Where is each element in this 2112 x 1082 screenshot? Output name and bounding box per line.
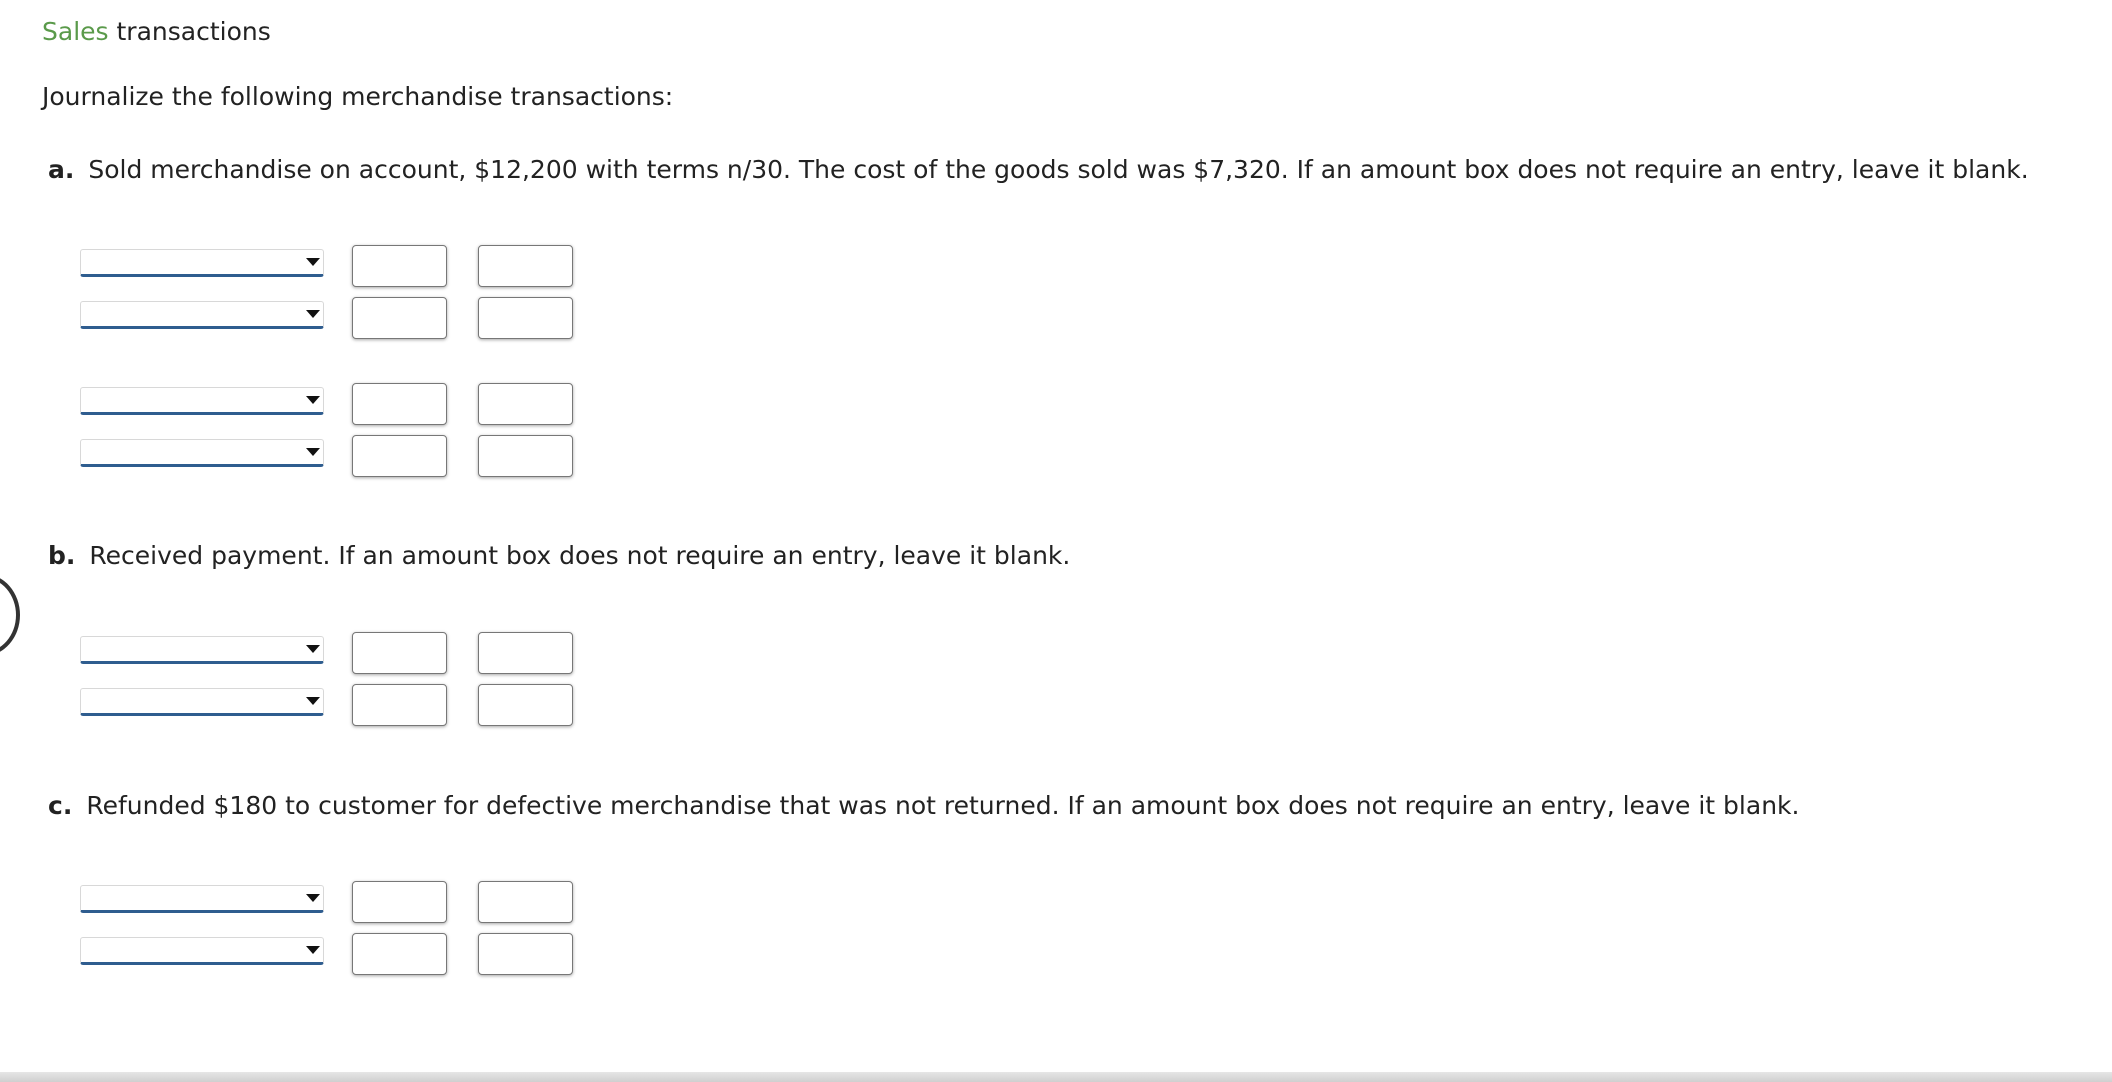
entry-row-c-2 xyxy=(80,933,580,977)
debit-amount-input[interactable] xyxy=(352,933,447,975)
bottom-divider xyxy=(0,1072,2112,1082)
account-dropdown[interactable] xyxy=(80,937,324,965)
question-a xyxy=(48,154,2029,186)
account-dropdown[interactable] xyxy=(80,885,324,913)
account-dropdown[interactable] xyxy=(80,636,324,664)
question-b xyxy=(48,540,1070,572)
account-dropdown[interactable] xyxy=(80,688,324,716)
debit-amount-input[interactable] xyxy=(352,435,447,477)
title-rest: transactions xyxy=(108,17,271,46)
question-letter: c. xyxy=(48,791,73,820)
entry-row-b-1 xyxy=(80,632,580,676)
credit-amount-input[interactable] xyxy=(478,881,573,923)
page-title xyxy=(42,16,271,48)
credit-amount-input[interactable] xyxy=(478,245,573,287)
entry-row-b-2 xyxy=(80,684,580,728)
debit-amount-input[interactable] xyxy=(352,383,447,425)
entry-row-a-2 xyxy=(80,297,580,341)
credit-amount-input[interactable] xyxy=(478,297,573,339)
chevron-down-icon xyxy=(306,894,320,902)
account-dropdown[interactable] xyxy=(80,301,324,329)
credit-amount-input[interactable] xyxy=(478,933,573,975)
debit-amount-input[interactable] xyxy=(352,881,447,923)
debit-amount-input[interactable] xyxy=(352,632,447,674)
question-text: Refunded $180 to customer for defective merchandise that was not returned. If an amount box does not require an entry, leave it blank. xyxy=(86,791,1800,820)
question-text: Received payment. If an amount box does not require an entry, leave it blank. xyxy=(89,541,1071,570)
entry-row-a-1 xyxy=(80,245,580,289)
title-accent-word: Sales xyxy=(42,17,109,46)
credit-amount-input[interactable] xyxy=(478,435,573,477)
account-dropdown[interactable] xyxy=(80,387,324,415)
chevron-down-icon xyxy=(306,258,320,266)
account-dropdown[interactable] xyxy=(80,249,324,277)
question-letter: b. xyxy=(48,541,76,570)
credit-amount-input[interactable] xyxy=(478,684,573,726)
credit-amount-input[interactable] xyxy=(478,632,573,674)
entry-row-c-1 xyxy=(80,881,580,925)
chevron-down-icon xyxy=(306,946,320,954)
chevron-down-icon xyxy=(306,448,320,456)
debit-amount-input[interactable] xyxy=(352,245,447,287)
debit-amount-input[interactable] xyxy=(352,297,447,339)
question-letter: a. xyxy=(48,155,75,184)
chevron-down-icon xyxy=(306,645,320,653)
account-dropdown[interactable] xyxy=(80,439,324,467)
instructions-text: Journalize the following merchandise transactions: xyxy=(42,82,674,111)
entry-row-a-4 xyxy=(80,435,580,479)
side-circle-icon xyxy=(0,574,20,656)
credit-amount-input[interactable] xyxy=(478,383,573,425)
chevron-down-icon xyxy=(306,396,320,404)
entry-row-a-3 xyxy=(80,383,580,427)
question-c xyxy=(48,790,1799,822)
question-text: Sold merchandise on account, $12,200 with terms n/30. The cost of the goods sold was $7,320. If an amount box does not require an entry, leave it blank. xyxy=(88,155,2029,184)
chevron-down-icon xyxy=(306,697,320,705)
debit-amount-input[interactable] xyxy=(352,684,447,726)
chevron-down-icon xyxy=(306,310,320,318)
